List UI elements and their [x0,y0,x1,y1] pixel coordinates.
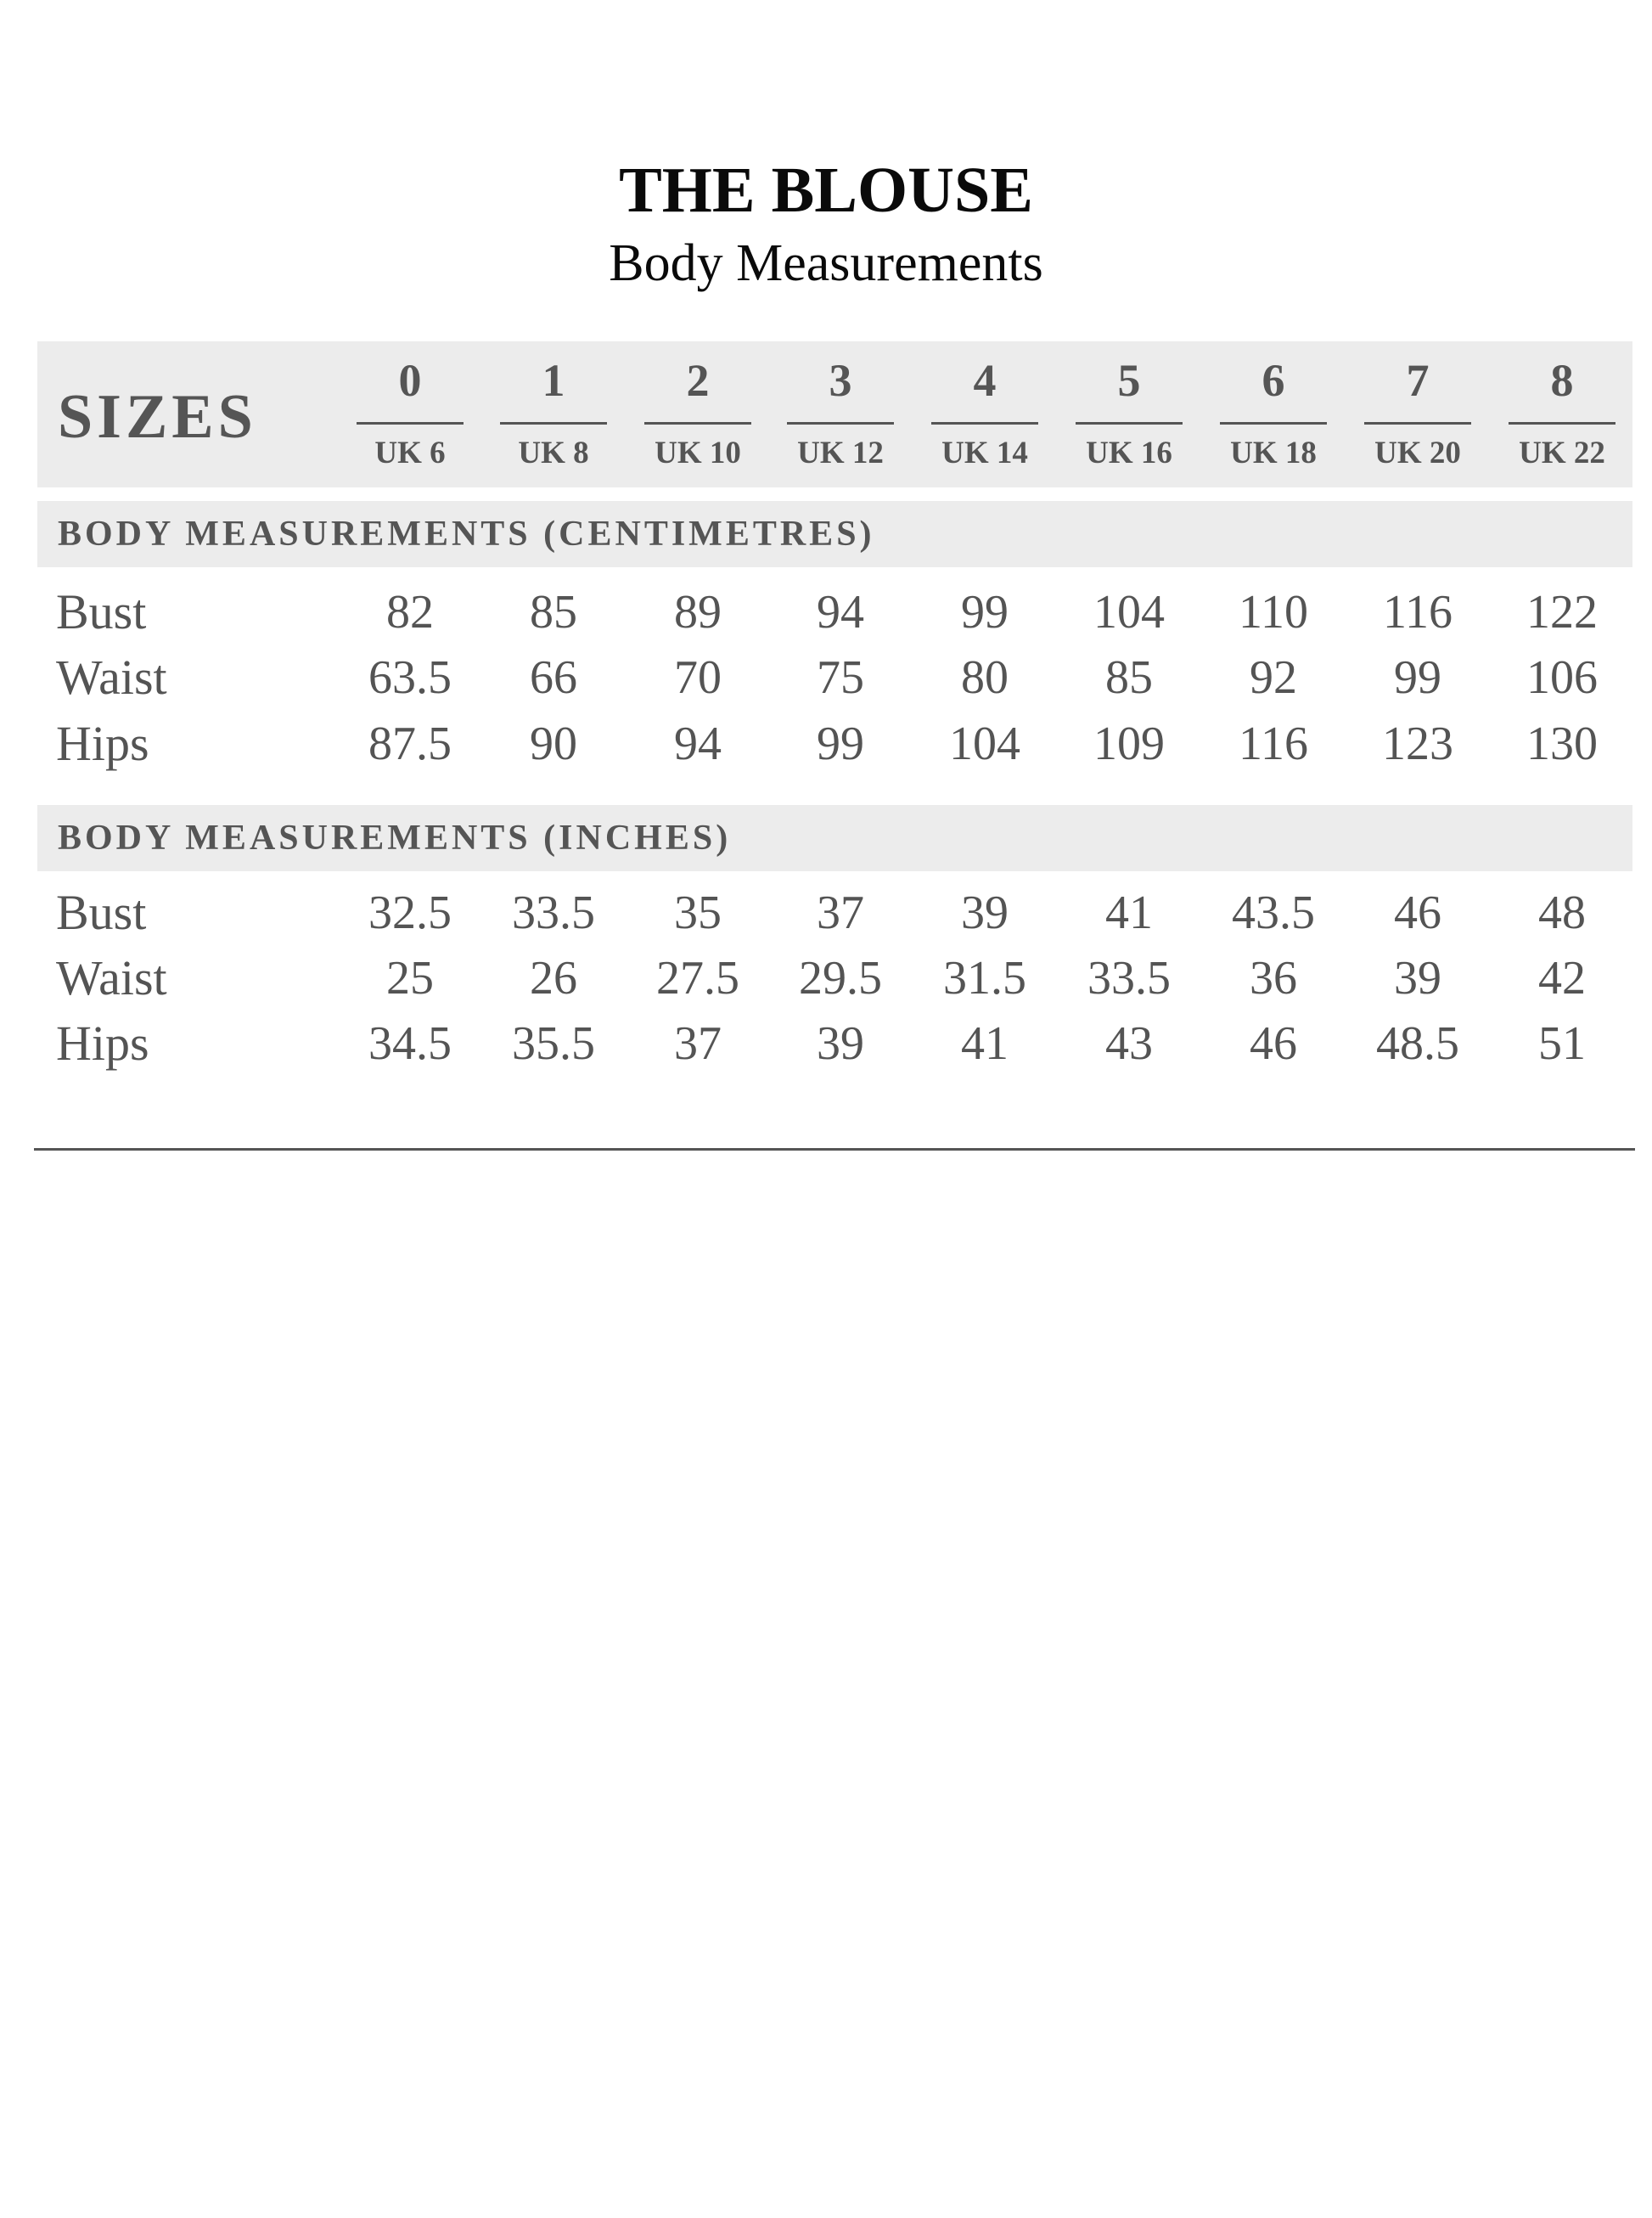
uk-size-label: UK 20 [1374,436,1461,470]
measurement-row [0,579,1652,645]
measurement-value: 99 [961,586,1009,639]
measurement-value: 104 [1093,586,1165,639]
measurement-row [0,711,1652,777]
measurement-value: 25 [386,952,434,1005]
measurement-value: 122 [1526,586,1598,639]
section-header-band [37,805,1632,871]
measurement-value: 92 [1250,651,1297,704]
measurement-value: 46 [1250,1017,1297,1070]
size-number: 8 [1550,355,1574,406]
measurement-value: 37 [817,887,864,939]
measurement-value: 75 [817,651,864,704]
uk-size-label: UK 14 [941,436,1028,470]
measurement-value: 85 [1105,651,1153,704]
measurement-value: 82 [386,586,434,639]
measurement-value: 123 [1382,718,1453,770]
measurement-row [0,1010,1652,1077]
measurement-value: 106 [1526,651,1598,704]
size-column [787,350,894,477]
measurement-value: 33.5 [512,887,595,939]
size-number: 6 [1261,355,1285,406]
sizes-label: SIZES [58,382,257,452]
measurement-value: 36 [1250,952,1297,1005]
size-column [500,350,607,477]
measurement-value: 27.5 [656,952,739,1005]
uk-size-label: UK 18 [1230,436,1317,470]
measurement-value: 130 [1526,718,1598,770]
section-header-band [37,501,1632,567]
size-divider [1364,422,1471,425]
size-divider [787,422,894,425]
size-divider [1509,422,1615,425]
uk-size-label: UK 8 [518,436,589,470]
size-divider [644,422,751,425]
measurement-value: 89 [674,586,722,639]
size-divider [1076,422,1183,425]
measurement-value: 35 [674,887,722,939]
measurement-row [0,880,1652,946]
measurement-value: 51 [1538,1017,1586,1070]
size-number: 2 [686,355,710,406]
measurement-value: 116 [1239,718,1308,770]
measurement-value: 87.5 [368,718,452,770]
measurement-value: 48 [1538,887,1586,939]
uk-size-label: UK 16 [1086,436,1172,470]
uk-size-label: UK 22 [1519,436,1605,470]
measurement-value: 66 [530,651,577,704]
measurement-value: 99 [1394,651,1441,704]
measurement-row [0,645,1652,711]
measurement-value: 41 [1105,887,1153,939]
measurement-label: Waist [56,950,167,1005]
measurement-value: 33.5 [1087,952,1171,1005]
size-number: 5 [1117,355,1141,406]
size-column [1364,350,1471,477]
measurement-label: Bust [56,584,147,639]
size-column [931,350,1038,477]
measurement-value: 70 [674,651,722,704]
measurement-label: Hips [56,1016,149,1071]
page-title: THE BLOUSE [619,155,1033,226]
size-number: 0 [398,355,422,406]
size-column [644,350,751,477]
measurement-value: 26 [530,952,577,1005]
measurement-value: 37 [674,1017,722,1070]
measurement-value: 110 [1239,586,1308,639]
size-divider [357,422,464,425]
measurement-value: 116 [1383,586,1453,639]
measurement-value: 63.5 [368,651,452,704]
uk-size-label: UK 10 [655,436,741,470]
measurement-row [0,945,1652,1011]
size-number: 1 [542,355,565,406]
measurement-value: 48.5 [1376,1017,1459,1070]
measurement-value: 39 [1394,952,1441,1005]
measurement-value: 43 [1105,1017,1153,1070]
size-column [1509,350,1615,477]
size-column [357,350,464,477]
size-column [1076,350,1183,477]
uk-size-label: UK 12 [797,436,884,470]
measurement-value: 29.5 [799,952,882,1005]
measurement-value: 42 [1538,952,1586,1005]
measurement-label: Hips [56,716,149,771]
measurement-value: 43.5 [1232,887,1315,939]
size-number: 7 [1406,355,1430,406]
size-divider [1220,422,1327,425]
size-column [1220,350,1327,477]
size-number: 3 [829,355,852,406]
section-heading: BODY MEASUREMENTS (INCHES) [58,819,732,858]
measurement-value: 32.5 [368,887,452,939]
measurement-value: 99 [817,718,864,770]
page-subtitle: Body Measurements [609,234,1043,292]
size-number: 4 [973,355,997,406]
size-divider [931,422,1038,425]
measurement-value: 94 [674,718,722,770]
measurement-value: 31.5 [943,952,1026,1005]
measurement-value: 46 [1394,887,1441,939]
measurement-label: Waist [56,650,167,705]
measurement-value: 39 [961,887,1009,939]
measurement-label: Bust [56,885,147,940]
measurement-value: 90 [530,718,577,770]
size-divider [500,422,607,425]
measurement-value: 104 [949,718,1020,770]
measurement-value: 34.5 [368,1017,452,1070]
measurement-value: 94 [817,586,864,639]
section-heading: BODY MEASUREMENTS (CENTIMETRES) [58,515,875,554]
measurement-value: 41 [961,1017,1009,1070]
bottom-divider [34,1148,1635,1151]
measurement-value: 85 [530,586,577,639]
uk-size-label: UK 6 [374,436,446,470]
measurement-value: 80 [961,651,1009,704]
measurement-value: 35.5 [512,1017,595,1070]
measurement-value: 109 [1093,718,1165,770]
measurement-value: 39 [817,1017,864,1070]
